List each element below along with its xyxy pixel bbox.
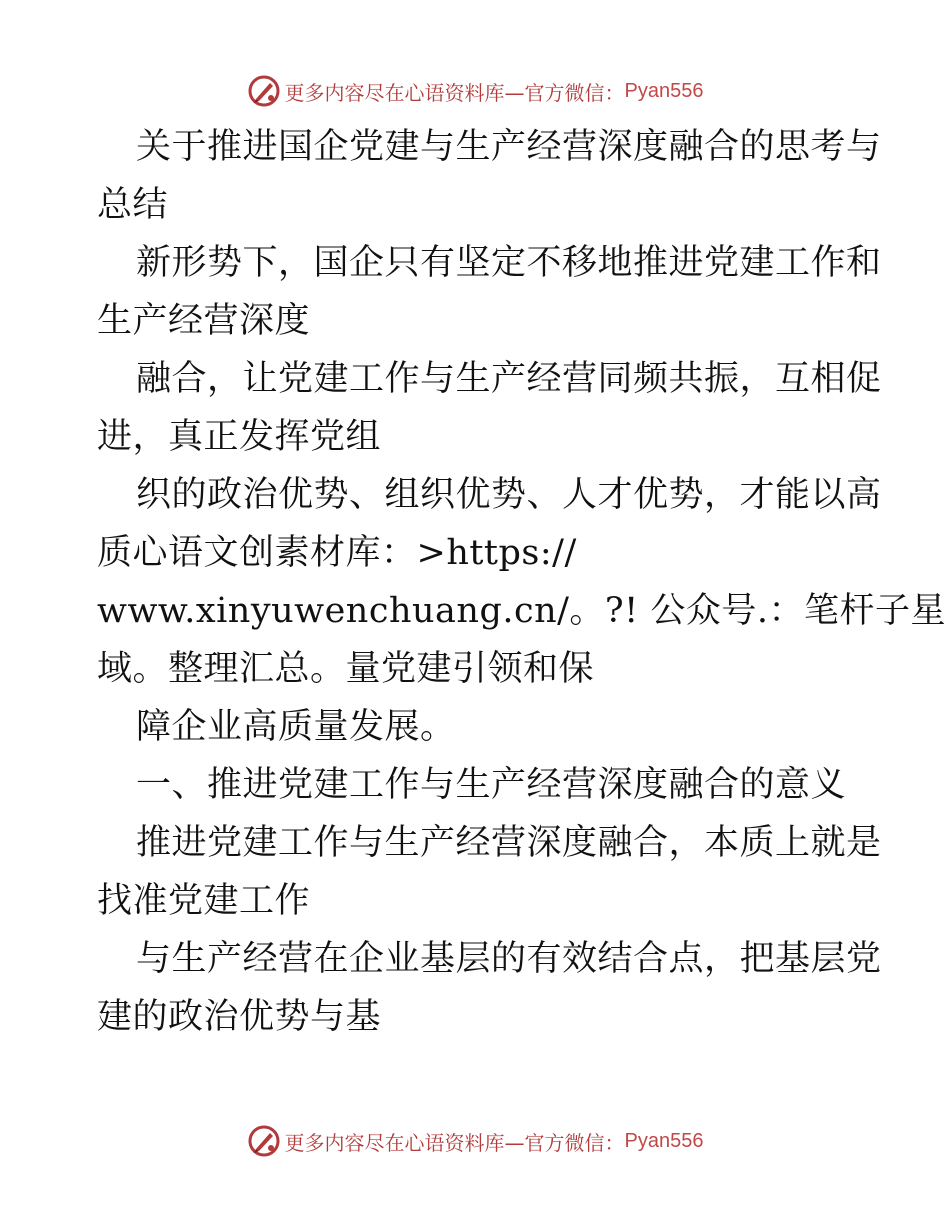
footer-banner xyxy=(0,1121,950,1161)
text-line: 总结 xyxy=(97,185,169,225)
url-text-line: www.xinyuwenchuang.cn/。?! 公众号.：笔杆子星 xyxy=(97,591,946,631)
text-line: 织的政治优势、组织优势、人才优势，才能以高 xyxy=(136,475,882,515)
header-banner xyxy=(0,71,950,111)
pen-logo-icon xyxy=(247,74,281,108)
text-line: 生产经营深度 xyxy=(97,301,311,341)
text-line: 推进党建工作与生产经营深度融合，本质上就是 xyxy=(136,823,882,863)
header-brand: Pyan556 xyxy=(624,79,704,102)
text-line: 质心语文创素材库：>https:// xyxy=(97,533,577,573)
text-line: 关于推进国企党建与生产经营深度融合的思考与 xyxy=(136,127,882,167)
text-line: 进，真正发挥党组 xyxy=(97,417,382,457)
section-heading: 一、推进党建工作与生产经营深度融合的意义 xyxy=(136,765,847,805)
text-line: 与生产经营在企业基层的有效结合点，把基层党 xyxy=(136,939,882,979)
header-banner-text: 更多内容尽在心语资料库—官方微信： xyxy=(284,80,625,105)
text-line: 域。整理汇总。量党建引领和保 xyxy=(97,649,595,689)
text-line: 建的政治优势与基 xyxy=(97,997,382,1037)
pen-logo-icon xyxy=(247,1124,281,1158)
footer-brand: Pyan556 xyxy=(624,1129,704,1152)
text-line: 找准党建工作 xyxy=(97,881,311,921)
text-line: 融合，让党建工作与生产经营同频共振，互相促 xyxy=(136,359,882,399)
footer-banner-text: 更多内容尽在心语资料库—官方微信： xyxy=(284,1130,625,1155)
text-line: 障企业高质量发展。 xyxy=(136,707,456,747)
text-line: 新形势下，国企只有坚定不移地推进党建工作和 xyxy=(136,243,882,283)
